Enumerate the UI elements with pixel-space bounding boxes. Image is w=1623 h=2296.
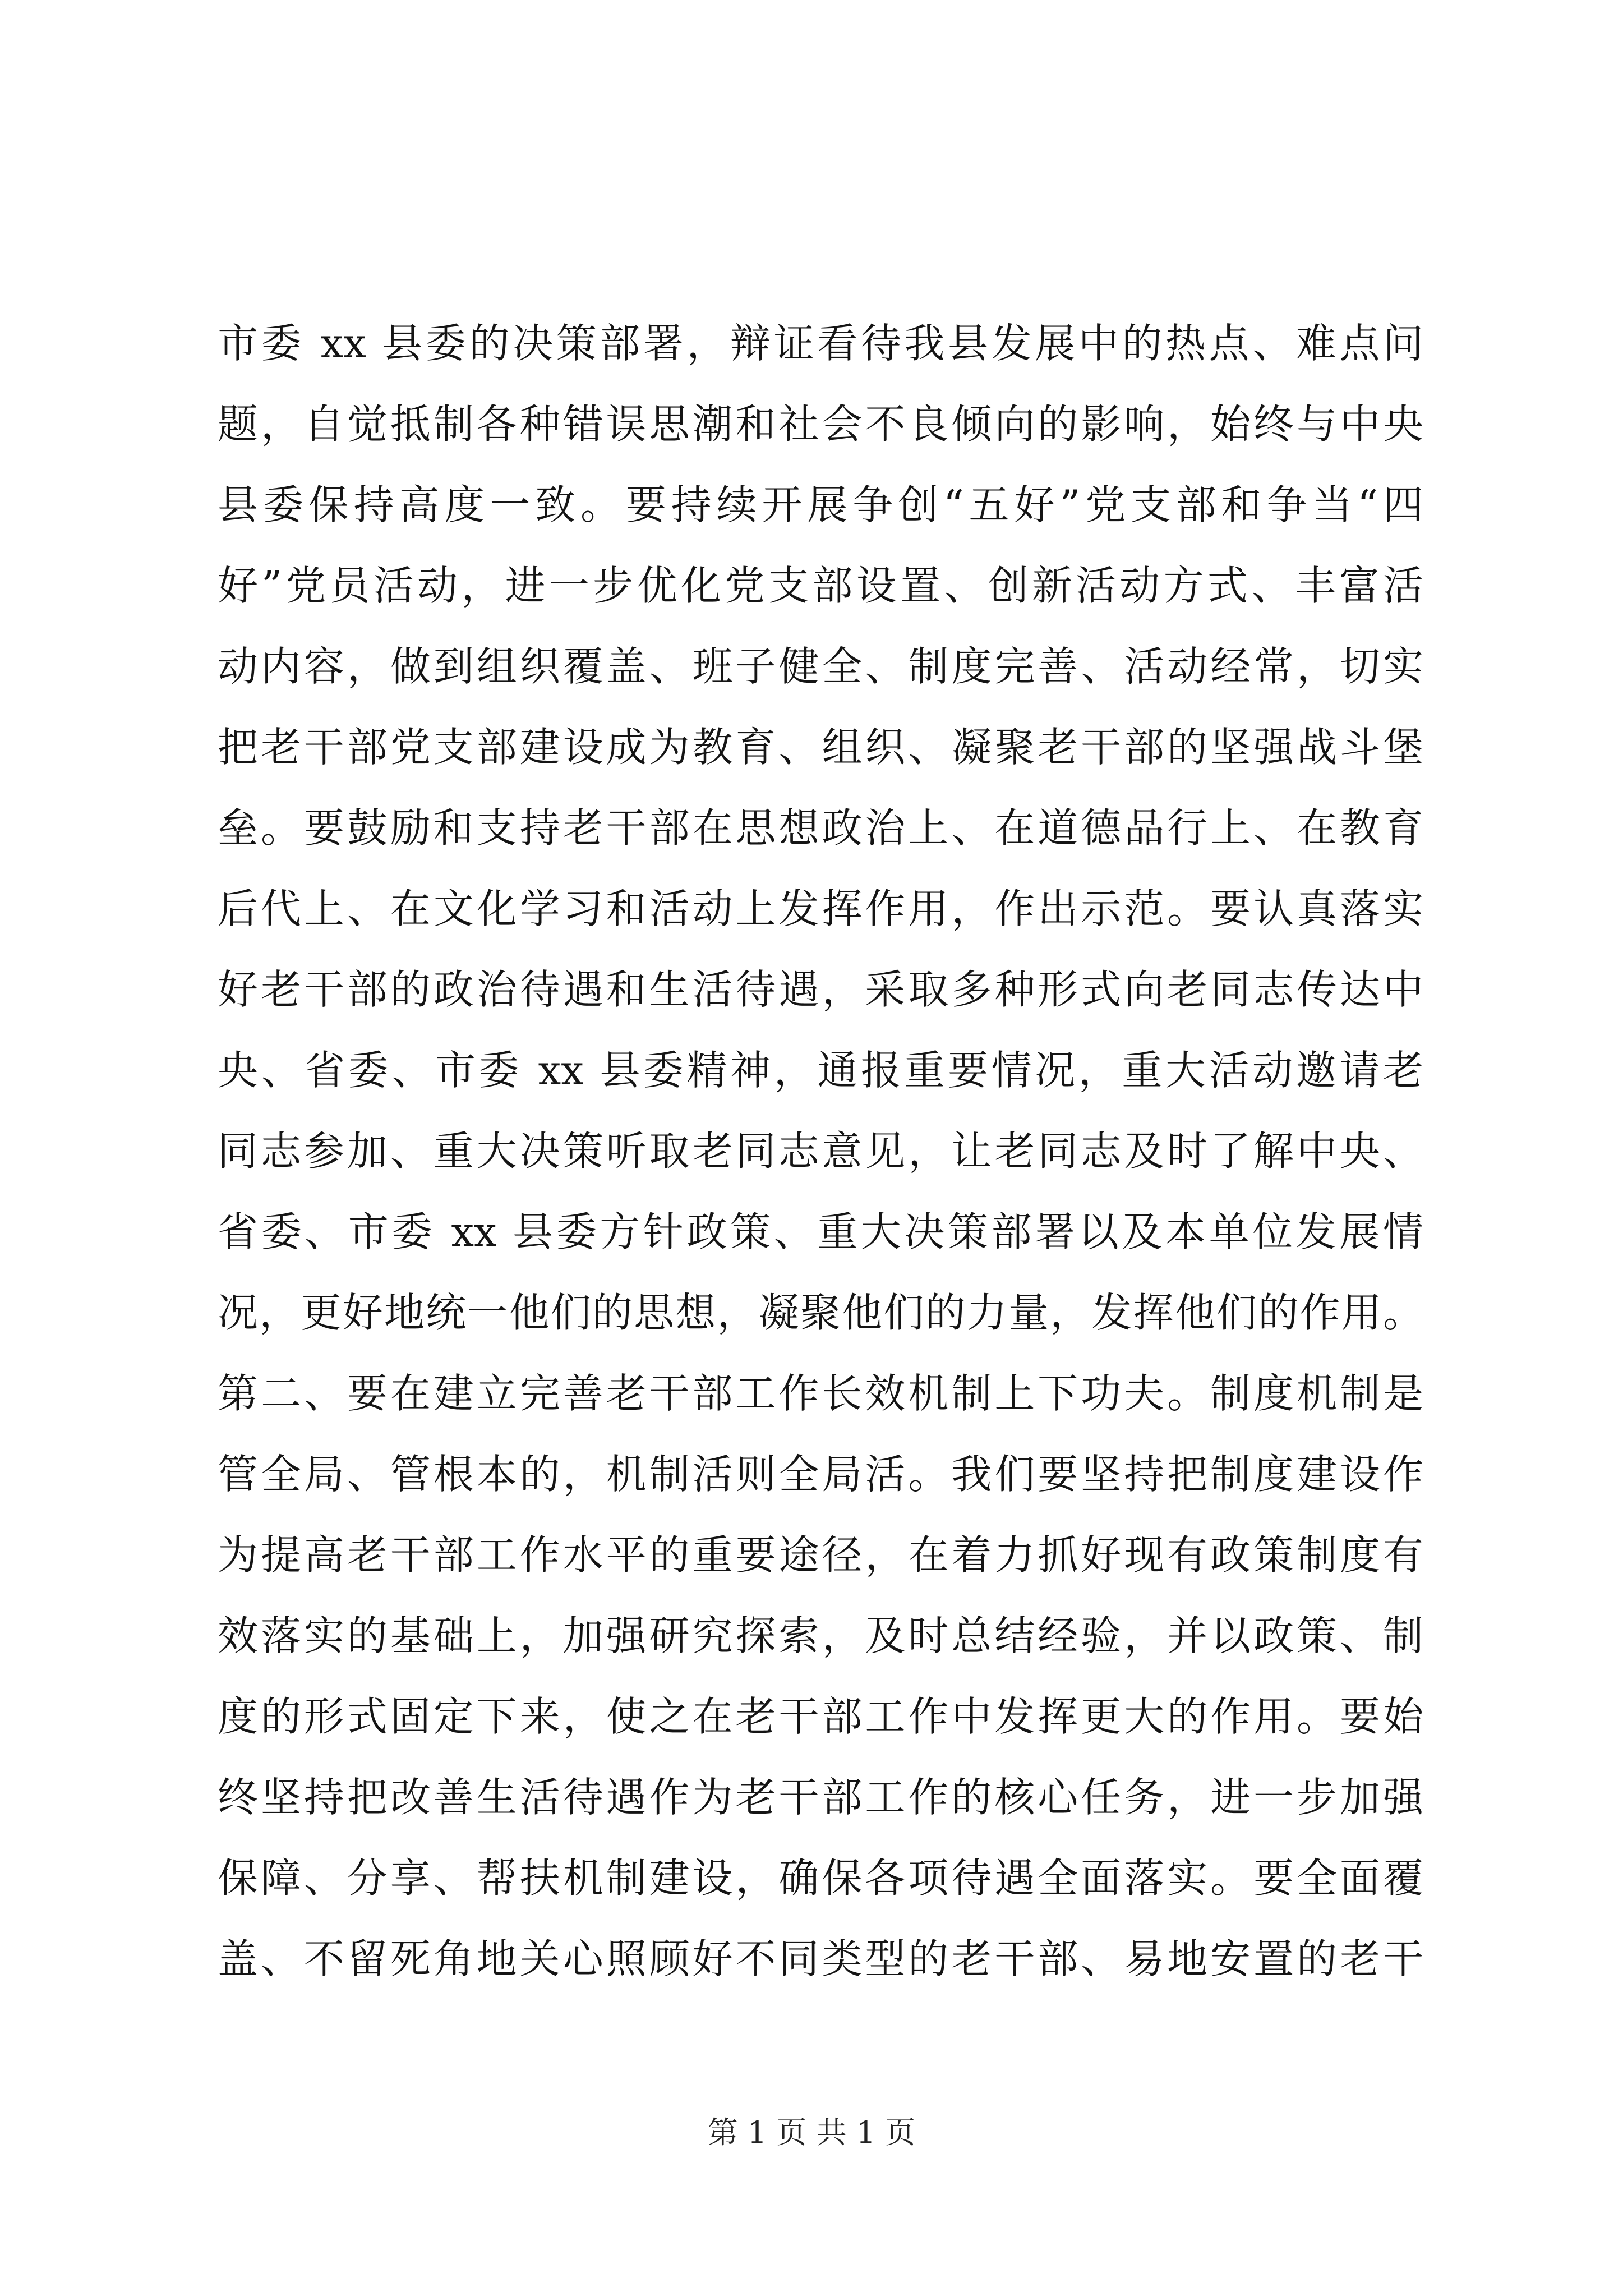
text-line: 好老干部的政治待遇和生活待遇，采取多种形式向老同志传达中 [218, 966, 1423, 1013]
text-line: 把老干部党支部建设成为教育、组织、凝聚老干部的坚强战斗堡 [218, 724, 1423, 771]
text-line: 县委保持高度一致。要持续开展争创“五好”党支部和争当“四 [218, 481, 1423, 528]
text-line: 终坚持把改善生活待遇作为老干部工作的核心任务，进一步加强 [218, 1774, 1423, 1821]
page-number: 第 1 页 共 1 页 [707, 2115, 916, 2150]
text-line: 效落实的基础上，加强研究探索，及时总结经验，并以政策、制 [218, 1612, 1423, 1659]
text-line: 度的形式固定下来，使之在老干部工作中发挥更大的作用。要始 [218, 1693, 1423, 1740]
text-line: 央、省委、市委 xx 县委精神，通报重要情况，重大活动邀请老 [218, 1047, 1423, 1094]
text-line: 为提高老干部工作水平的重要途径，在着力抓好现有政策制度有 [218, 1531, 1423, 1579]
text-line: 省委、市委 xx 县委方针政策、重大决策部署以及本单位发展情 [218, 1208, 1423, 1255]
text-line: 况，更好地统一他们的思想，凝聚他们的力量，发挥他们的作用。 [218, 1289, 1423, 1336]
page-footer [0, 2110, 1623, 2155]
body-text [218, 303, 1423, 1999]
text-line: 管全局、管根本的，机制活则全局活。我们要坚持把制度建设作 [218, 1451, 1423, 1498]
text-line: 动内容，做到组织覆盖、班子健全、制度完善、活动经常，切实 [218, 643, 1423, 690]
text-line: 后代上、在文化学习和活动上发挥作用，作出示范。要认真落实 [218, 885, 1423, 932]
text-line: 盖、不留死角地关心照顾好不同类型的老干部、易地安置的老干 [218, 1935, 1423, 1982]
text-line: 题，自觉抵制各种错误思潮和社会不良倾向的影响，始终与中央 [218, 401, 1423, 448]
text-line: 好”党员活动，进一步优化党支部设置、创新活动方式、丰富活 [218, 562, 1423, 609]
text-line: 第二、要在建立完善老干部工作长效机制上下功夫。制度机制是 [218, 1370, 1423, 1417]
text-line: 市委 xx 县委的决策部署，辩证看待我县发展中的热点、难点问 [218, 320, 1423, 367]
text-line: 保障、分享、帮扶机制建设，确保各项待遇全面落实。要全面覆 [218, 1855, 1423, 1902]
text-line: 垒。要鼓励和支持老干部在思想政治上、在道德品行上、在教育 [218, 804, 1423, 852]
text-line: 同志参加、重大决策听取老同志意见，让老同志及时了解中央、 [218, 1128, 1423, 1175]
